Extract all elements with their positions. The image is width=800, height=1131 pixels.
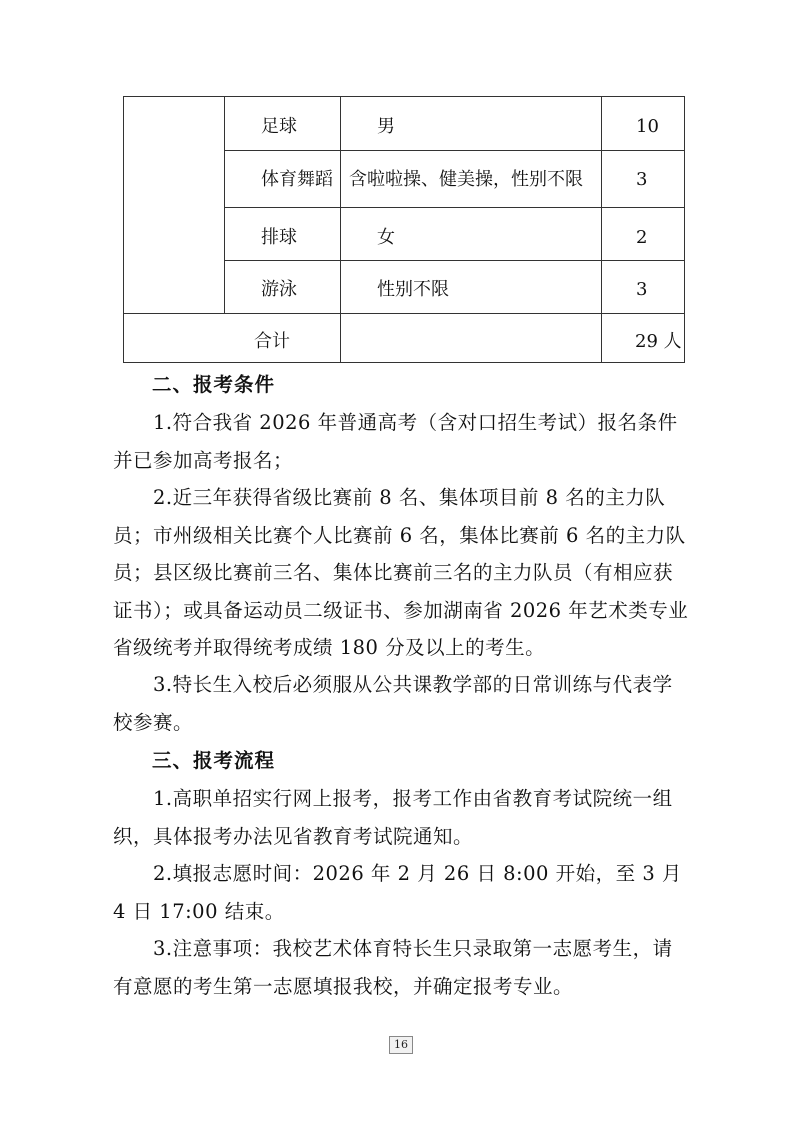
paragraph: 1.符合我省 2026 年普通高考（含对口招生考试）报名条件并已参加高考报名； <box>113 411 678 472</box>
table-cell-requirement: 含啦啦操、健美操，性别不限 <box>349 169 583 190</box>
table-divider <box>224 96 225 313</box>
table-cell-sport: 体育舞蹈 <box>261 169 333 190</box>
paragraph: 3.特长生入校后必须服从公共课教学部的日常训练与代表学校参赛。 <box>113 673 673 734</box>
table-divider <box>123 313 685 314</box>
table-divider <box>224 150 685 151</box>
table-cell-requirement: 性别不限 <box>377 279 449 300</box>
table-divider <box>224 260 685 261</box>
table-cell-count: 3 <box>636 169 648 190</box>
paragraph: 3.注意事项：我校艺术体育特长生只录取第一志愿考生，请有意愿的考生第一志愿填报我校，并确定报考专业。 <box>113 937 673 998</box>
table-cell-count: 10 <box>636 116 659 137</box>
table-total-value: 29 人 <box>635 331 682 352</box>
table-divider <box>601 96 602 363</box>
table-cell-requirement: 男 <box>377 116 395 137</box>
table-total-label: 合计 <box>254 331 290 352</box>
table-cell-sport: 游泳 <box>261 279 297 300</box>
table-cell-requirement: 女 <box>377 227 395 248</box>
section-heading: 二、报考条件 <box>152 373 276 396</box>
page-number: 16 <box>389 1036 413 1054</box>
section-heading: 三、报考流程 <box>152 749 276 772</box>
paragraph: 2.填报志愿时间：2026 年 2 月 26 日 8:00 开始，至 3 月 4 日 17:00 结束。 <box>113 862 682 923</box>
quota-table <box>123 96 685 363</box>
table-divider <box>224 207 685 208</box>
table-cell-count: 3 <box>636 279 648 300</box>
table-cell-sport: 排球 <box>261 227 297 248</box>
table-cell-sport: 足球 <box>261 116 297 137</box>
paragraph: 2.近三年获得省级比赛前 8 名、集体项目前 8 名的主力队员；市州级相关比赛个人比赛前 6 名，集体比赛前 6 名的主力队员；县区级比赛前三名、集体比赛前三名的主力队员（有相应获证书）；或具备运动员二级证书、参加湖南省 2026 年艺术类专业省级统考并取得统考成绩 180 分及以上的考生。 <box>113 486 689 659</box>
paragraph: 1.高职单招实行网上报考，报考工作由省教育考试院统一组织，具体报考办法见省教育考试院通知。 <box>113 787 673 848</box>
table-divider <box>340 96 341 363</box>
table-cell-count: 2 <box>636 227 648 248</box>
